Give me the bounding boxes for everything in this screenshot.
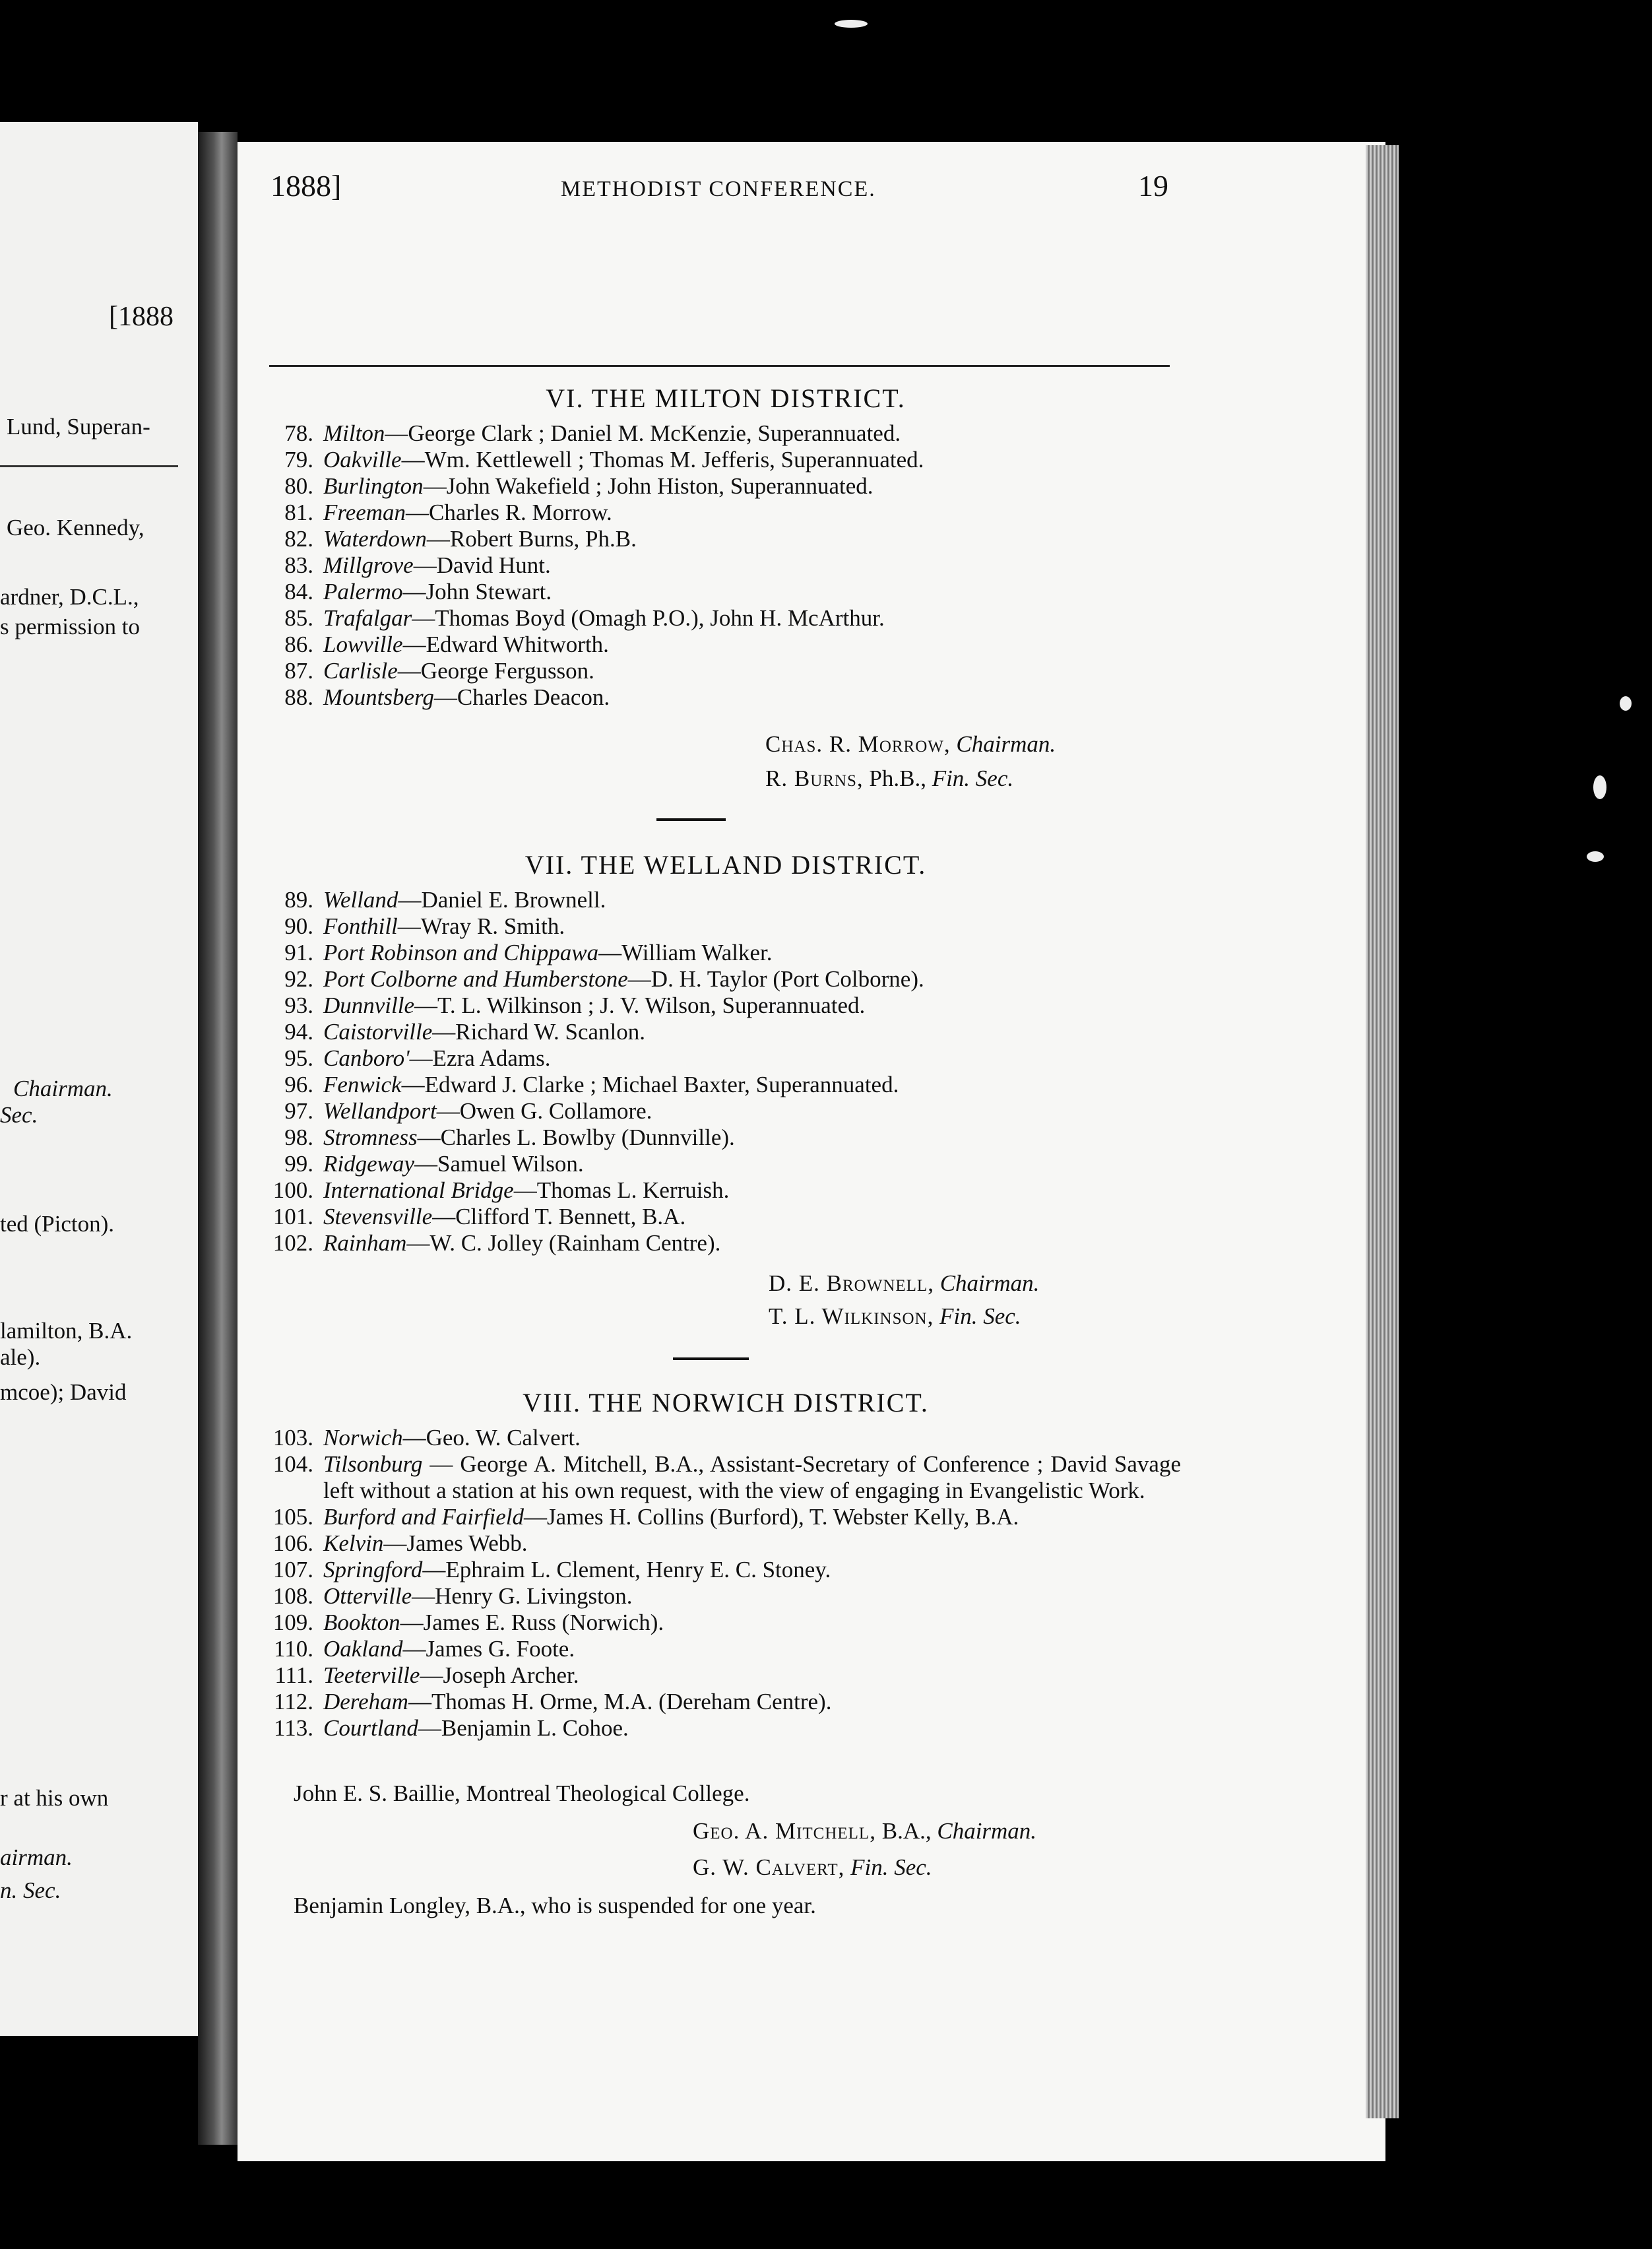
chairman-name: Geo. A. Mitchell, <box>693 1818 876 1844</box>
entry-list <box>264 887 1188 1256</box>
left-line: ted (Picton). <box>0 1211 115 1237</box>
fin-sec-name: T. L. Wilkinson, <box>769 1303 934 1329</box>
suspension-note: Benjamin Longley, B.A., who is suspended for one year. <box>294 1893 816 1918</box>
entry-text: —Thomas Boyd (Omagh P.O.), John H. McArthur. <box>412 605 885 631</box>
list-item <box>264 1557 1188 1583</box>
entry-text: —Geo. W. Calvert. <box>402 1425 581 1450</box>
circuit-name: Burford and Fairfield <box>323 1504 524 1530</box>
entry-text: —W. C. Jolley (Rainham Centre). <box>406 1230 721 1256</box>
entry-number: 84. <box>284 579 313 604</box>
scan-speck <box>1593 775 1606 799</box>
entry-text: —James Webb. <box>383 1530 528 1556</box>
list-item <box>264 1230 1188 1256</box>
list-item <box>264 1019 1188 1045</box>
fin-sec-role: Fin. Sec. <box>932 766 1014 791</box>
district-heading: VIII. THE NORWICH DISTRICT. <box>523 1388 929 1418</box>
chairman-signature <box>769 1270 1039 1297</box>
left-line: mcoe); David <box>0 1379 127 1405</box>
running-head-title: METHODIST CONFERENCE. <box>561 177 876 201</box>
left-line: Geo. Kennedy, <box>7 515 144 540</box>
list-item <box>264 1124 1188 1151</box>
entry-text: —James E. Russ (Norwich). <box>400 1610 664 1635</box>
left-page-header: [1888 <box>109 302 174 332</box>
list-item <box>264 1662 1188 1689</box>
circuit-name: Norwich <box>323 1425 403 1450</box>
left-line: ardner, D.C.L., <box>0 584 139 610</box>
circuit-name: Springford <box>323 1557 423 1582</box>
circuit-name: Courtland <box>323 1715 418 1741</box>
list-item <box>264 526 1188 552</box>
circuit-name: Carlisle <box>323 658 398 684</box>
list-item <box>264 1177 1188 1204</box>
entry-number: 81. <box>284 500 313 525</box>
circuit-name: Bookton <box>323 1610 400 1635</box>
list-item <box>264 993 1188 1019</box>
left-page-rule <box>0 465 178 467</box>
circuit-name: Burlington <box>323 473 424 499</box>
entry-text: —George Fergusson. <box>397 658 594 684</box>
section-divider <box>656 818 726 821</box>
list-item <box>264 1098 1188 1124</box>
chairman-name: Chas. R. Morrow, <box>765 731 951 757</box>
circuit-name: Welland <box>323 887 398 913</box>
list-item <box>264 684 1188 711</box>
circuit-name: Stromness <box>323 1124 418 1150</box>
entry-text: —James H. Collins (Burford), T. Webster Kelly, B.A. <box>523 1504 1019 1530</box>
page-edges <box>1366 145 1399 2118</box>
circuit-name: Stevensville <box>323 1204 433 1229</box>
circuit-name: Wellandport <box>323 1098 437 1124</box>
left-line: ale). <box>0 1344 41 1370</box>
entry-text: —Charles R. Morrow. <box>406 500 612 525</box>
circuit-name: Palermo <box>323 579 403 604</box>
list-item <box>264 913 1188 940</box>
entry-text: —Richard W. Scanlon. <box>432 1019 646 1045</box>
circuit-name: Dunnville <box>323 993 415 1018</box>
entry-text: —Daniel E. Brownell. <box>398 887 606 913</box>
fin-sec-signature <box>765 766 1013 792</box>
entry-number: 99. <box>284 1151 313 1177</box>
entry-number: 95. <box>284 1045 313 1071</box>
entry-number: 87. <box>284 658 313 684</box>
entry-text: —George Clark ; Daniel M. McKenzie, Superannuated. <box>385 420 901 446</box>
entry-text: —Thomas L. Kerruish. <box>513 1177 730 1203</box>
entry-number: 108. <box>272 1583 313 1609</box>
list-item <box>264 500 1188 526</box>
list-item <box>264 1425 1188 1451</box>
entry-text: —Ephraim L. Clement, Henry E. C. Stoney. <box>422 1557 831 1582</box>
entry-text: —Joseph Archer. <box>420 1662 579 1688</box>
section-divider <box>673 1357 749 1360</box>
circuit-name: Freeman <box>323 500 406 525</box>
entry-number: 100. <box>272 1177 313 1203</box>
left-line: n. Sec. <box>0 1877 61 1903</box>
circuit-name: Kelvin <box>323 1530 384 1556</box>
entry-number: 97. <box>284 1098 313 1124</box>
circuit-name: Port Robinson and Chippawa <box>323 940 599 965</box>
entry-number: 83. <box>284 552 313 578</box>
chairman-role: Chairman. <box>956 731 1056 757</box>
entry-number: 78. <box>284 420 313 446</box>
entry-number: 86. <box>284 632 313 657</box>
list-item <box>264 966 1188 993</box>
entry-number: 105. <box>272 1504 313 1530</box>
district-section <box>264 849 1188 1256</box>
circuit-name: Waterdown <box>323 526 427 552</box>
chairman-name: D. E. Brownell, <box>769 1270 934 1296</box>
list-item <box>264 1504 1188 1530</box>
chairman-role: Chairman. <box>939 1270 1040 1296</box>
entry-number: 92. <box>284 966 313 992</box>
scan-speck <box>1587 851 1604 862</box>
entry-number: 80. <box>284 473 313 499</box>
list-item <box>264 605 1188 632</box>
entry-number: 90. <box>284 913 313 939</box>
circuit-name: Trafalgar <box>323 605 412 631</box>
book-gutter <box>198 132 238 2145</box>
entry-number: 102. <box>272 1230 313 1256</box>
page-number: 19 <box>1138 169 1168 203</box>
entry-number: 82. <box>284 526 313 552</box>
district-section <box>264 1387 1188 1742</box>
circuit-name: Teeterville <box>323 1662 420 1688</box>
entry-number: 88. <box>284 684 313 710</box>
list-item <box>264 1715 1188 1742</box>
circuit-name: Milton <box>323 420 385 446</box>
circuit-name: Fonthill <box>323 913 398 939</box>
entry-number: 110. <box>274 1636 313 1662</box>
chairman-role: Chairman. <box>937 1818 1037 1844</box>
entry-text: —Edward J. Clarke ; Michael Baxter, Superannuated. <box>401 1072 899 1097</box>
list-item <box>264 658 1188 684</box>
list-item <box>264 447 1188 473</box>
entry-text: —Wray R. Smith. <box>397 913 565 939</box>
left-line: lamilton, B.A. <box>0 1318 133 1344</box>
entry-number: 112. <box>274 1689 313 1714</box>
entry-number: 89. <box>284 887 313 913</box>
left-page-fragment <box>0 122 198 2036</box>
entry-text: —Charles Deacon. <box>433 684 610 710</box>
district-section <box>264 383 1188 711</box>
entry-number: 113. <box>274 1715 313 1741</box>
fin-sec-name: G. W. Calvert, <box>693 1854 845 1880</box>
entry-number: 103. <box>272 1425 313 1450</box>
entry-text: — George A. Mitchell, B.A., Assistant-Secretary of Conference ; David Savage left without a station at his own request, with the view of engaging in Evangelistic Work. <box>323 1451 1181 1503</box>
left-line: Lund, Superan- <box>7 414 150 440</box>
circuit-name: Tilsonburg <box>323 1451 423 1477</box>
fin-sec-degree: Ph.B., <box>863 766 926 791</box>
header-rule <box>269 365 1170 367</box>
entry-number: 107. <box>272 1557 313 1582</box>
entry-number: 111. <box>274 1662 313 1688</box>
circuit-name: Port Colborne and Humberstone <box>323 966 628 992</box>
entry-text: —T. L. Wilkinson ; J. V. Wilson, Superannuated. <box>414 993 866 1018</box>
circuit-name: Fenwick <box>323 1072 402 1097</box>
entry-text: —D. H. Taylor (Port Colborne). <box>627 966 924 992</box>
chairman-signature <box>765 731 1056 758</box>
entry-number: 85. <box>284 605 313 631</box>
circuit-name: Millgrove <box>323 552 414 578</box>
chairman-degree: B.A., <box>875 1818 932 1844</box>
circuit-name: Oakland <box>323 1636 403 1662</box>
circuit-name: Lowville <box>323 632 403 657</box>
entry-text: —John Stewart. <box>402 579 552 604</box>
list-item <box>264 1689 1188 1715</box>
entry-number: 101. <box>272 1204 313 1229</box>
entry-text: —James G. Foote. <box>402 1636 575 1662</box>
entry-list <box>264 1425 1188 1742</box>
entry-text: —Wm. Kettlewell ; Thomas M. Jefferis, Superannuated. <box>401 447 924 473</box>
list-item <box>264 473 1188 500</box>
scan-speck <box>1620 696 1632 711</box>
scan-speck <box>835 20 868 28</box>
list-item <box>264 420 1188 447</box>
left-line: airman. <box>0 1844 73 1870</box>
list-item <box>264 1045 1188 1072</box>
list-item <box>264 1636 1188 1662</box>
list-item <box>264 579 1188 605</box>
list-item <box>264 552 1188 579</box>
entry-text: —Ezra Adams. <box>409 1045 551 1071</box>
entry-text: —John Wakefield ; John Histon, Superannuated. <box>423 473 874 499</box>
fin-sec-signature <box>769 1303 1021 1330</box>
fin-sec-signature <box>693 1854 932 1881</box>
entry-text: —Thomas H. Orme, M.A. (Dereham Centre). <box>408 1689 832 1714</box>
list-item <box>264 1204 1188 1230</box>
circuit-name: Caistorville <box>323 1019 433 1045</box>
circuit-name: Mountsberg <box>323 684 434 710</box>
entry-number: 98. <box>284 1124 313 1150</box>
entry-number: 93. <box>284 993 313 1018</box>
entry-number: 91. <box>284 940 313 965</box>
circuit-name: Ridgeway <box>323 1151 415 1177</box>
district-heading: VII. THE WELLAND DISTRICT. <box>524 850 927 880</box>
entry-number: 96. <box>284 1072 313 1097</box>
circuit-name: Canboro' <box>323 1045 410 1071</box>
left-line: Sec. <box>0 1102 38 1128</box>
entry-text: —Edward Whitworth. <box>402 632 609 657</box>
running-head-year: 1888] <box>270 169 342 203</box>
list-item <box>264 940 1188 966</box>
entry-text: —Henry G. Livingston. <box>412 1583 633 1609</box>
entry-text: —Charles L. Bowlby (Dunnville). <box>417 1124 735 1150</box>
list-item <box>264 1451 1188 1504</box>
chairman-signature <box>693 1818 1036 1844</box>
list-item <box>264 1583 1188 1610</box>
circuit-name: Otterville <box>323 1583 412 1609</box>
entry-text: —David Hunt. <box>413 552 551 578</box>
entry-number: 106. <box>272 1530 313 1556</box>
list-item <box>264 1151 1188 1177</box>
list-item <box>264 632 1188 658</box>
college-note: John E. S. Baillie, Montreal Theological College. <box>294 1780 750 1806</box>
entry-text: —Benjamin L. Cohoe. <box>418 1715 629 1741</box>
list-item <box>264 887 1188 913</box>
left-line: r at his own <box>0 1785 109 1811</box>
district-heading: VI. THE MILTON DISTRICT. <box>546 383 906 413</box>
entry-text: —William Walker. <box>598 940 773 965</box>
entry-number: 79. <box>284 447 313 473</box>
fin-sec-role: Fin. Sec. <box>850 1854 932 1880</box>
circuit-name: Dereham <box>323 1689 408 1714</box>
entry-text: —Samuel Wilson. <box>414 1151 584 1177</box>
entry-list <box>264 420 1188 711</box>
circuit-name: Oakville <box>323 447 402 473</box>
entry-text: —Owen G. Collamore. <box>436 1098 652 1124</box>
circuit-name: International Bridge <box>323 1177 514 1203</box>
circuit-name: Rainham <box>323 1230 407 1256</box>
list-item <box>264 1530 1188 1557</box>
entry-text: —Clifford T. Bennett, B.A. <box>432 1204 686 1229</box>
entry-number: 94. <box>284 1019 313 1045</box>
left-line: s permission to <box>0 614 140 639</box>
list-item <box>264 1610 1188 1636</box>
entry-number: 104. <box>272 1451 313 1477</box>
entry-number: 109. <box>272 1610 313 1635</box>
list-item <box>264 1072 1188 1098</box>
fin-sec-name: R. Burns, <box>765 766 864 791</box>
entry-text: —Robert Burns, Ph.B. <box>426 526 637 552</box>
left-line: Chairman. <box>13 1076 113 1101</box>
fin-sec-role: Fin. Sec. <box>939 1303 1021 1329</box>
